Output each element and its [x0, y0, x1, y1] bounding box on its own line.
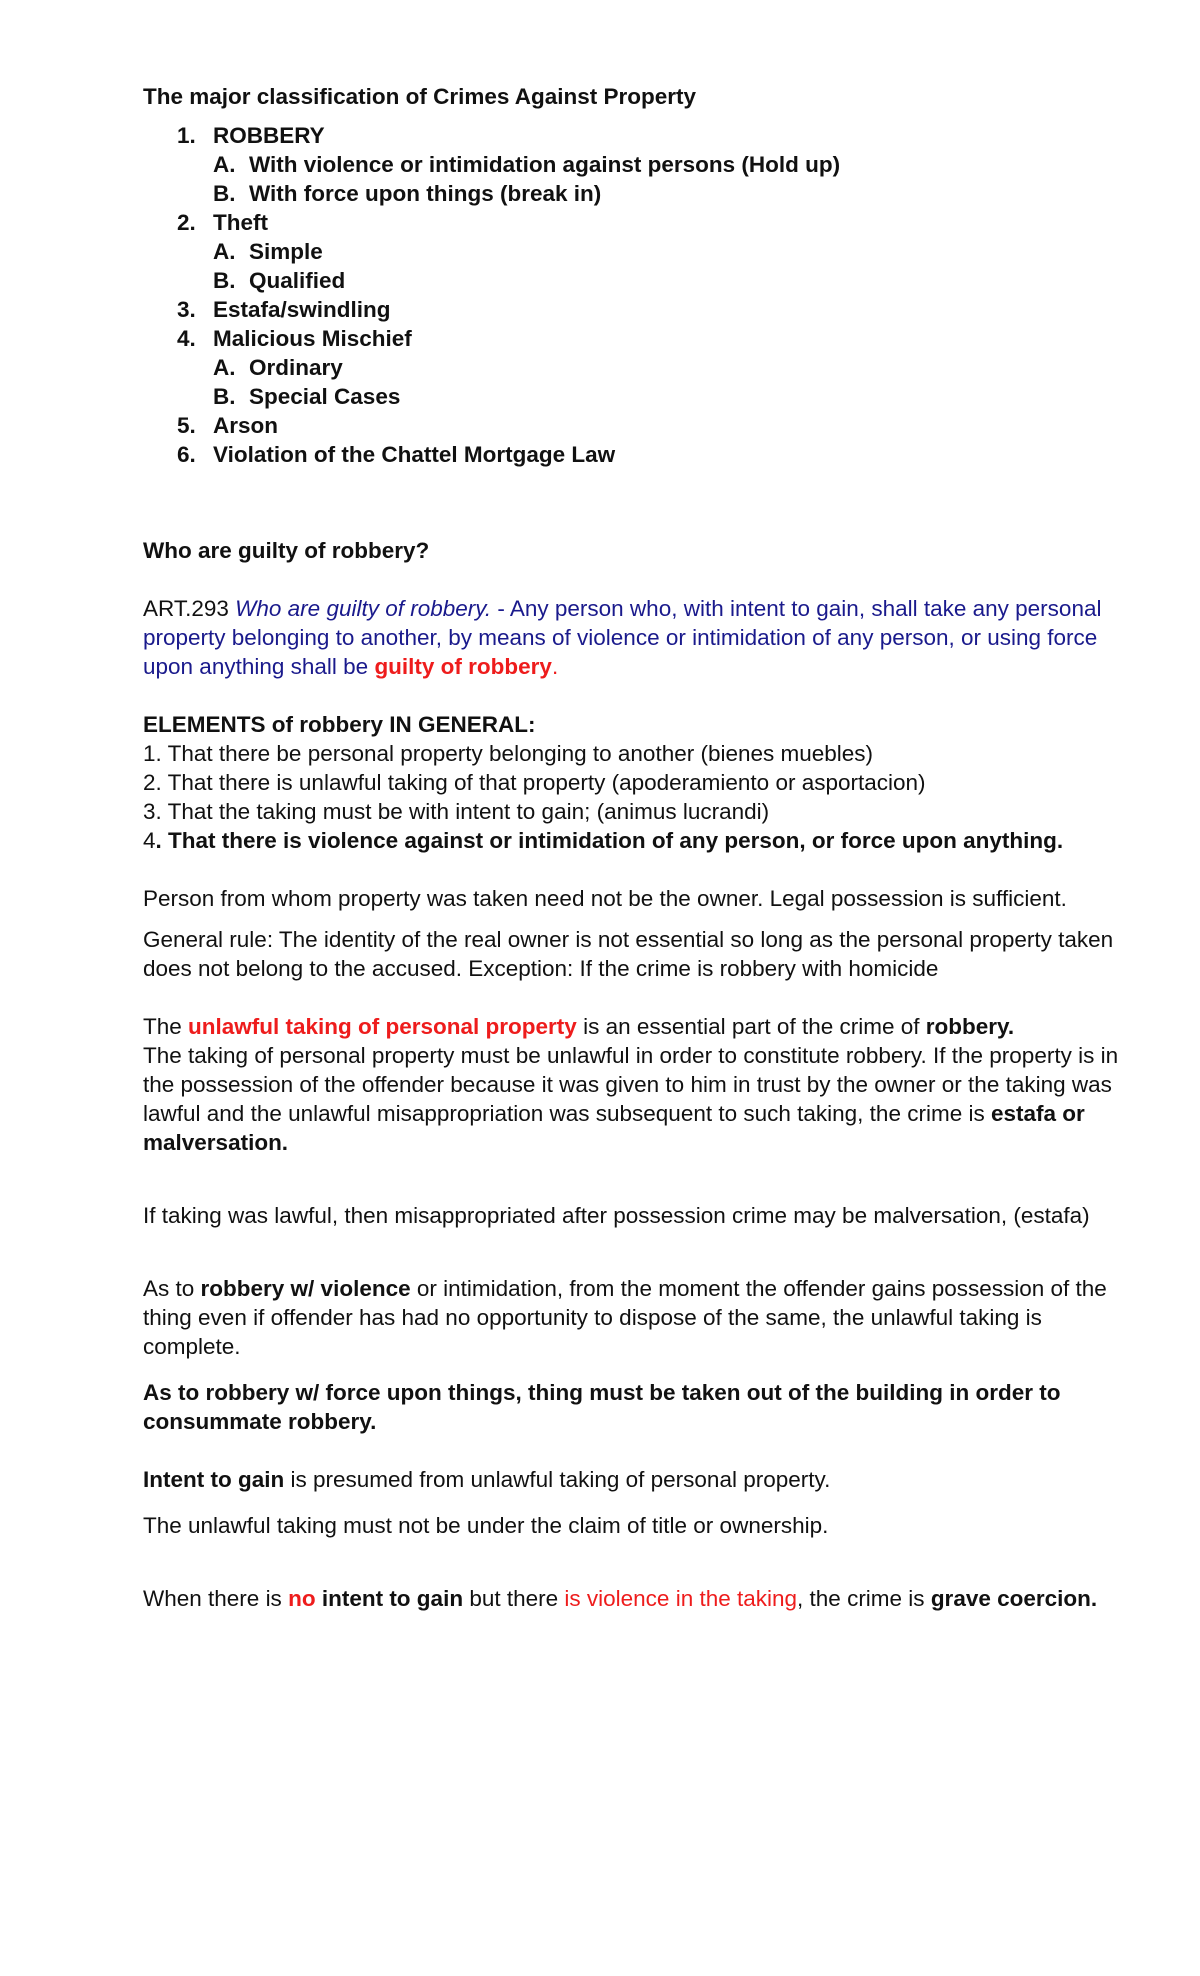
list-number: 6.	[177, 442, 196, 467]
element-item: 3. That the taking must be with intent to gain; (animus lucrandi)	[143, 799, 770, 824]
sub-list-item	[213, 266, 1133, 295]
sub-list-item	[213, 382, 1133, 411]
element-text: . That there is violence against or intimidation of any person, or force upon anything.	[155, 828, 1064, 853]
article-emphasis: guilty of robbery	[374, 654, 552, 679]
classification-list	[143, 121, 1133, 469]
section-heading-who: Who are guilty of robbery?	[143, 538, 430, 563]
text-run: The taking of personal property must be unlawful in order to constitute robbery. If the property is in the possession of the offender because it was given to him in trust by the owner or the taking was lawful and the unlawful misappropriation was subsequent to such taking, the crime is	[143, 1043, 1119, 1126]
text-highlight: is violence in the taking	[564, 1586, 798, 1611]
text-run: is presumed from unlawful taking of personal property.	[284, 1467, 831, 1492]
article-paragraph	[143, 594, 1133, 681]
text-run: The	[143, 1014, 189, 1039]
sub-label: With violence or intimidation against persons (Hold up)	[249, 152, 841, 177]
text-highlight: unlawful taking of personal property	[188, 1014, 577, 1039]
text-bold: robbery w/ violence	[200, 1276, 411, 1301]
list-number: 1.	[177, 123, 196, 148]
sub-letter: B.	[213, 384, 236, 409]
sub-list-item	[213, 150, 1133, 179]
sub-letter: A.	[213, 152, 236, 177]
article-body: - Any person who, with intent to gain, shall take any personal property belonging to another, by means of violence or intimidation of any person, or using force upon anything shall be	[143, 596, 1102, 679]
sub-list-item	[213, 179, 1133, 208]
list-number: 3.	[177, 297, 196, 322]
text-bold: intent to gain	[315, 1586, 464, 1611]
coercion-paragraph	[143, 1584, 1133, 1613]
sub-label: Special Cases	[249, 384, 401, 409]
sub-letter: A.	[213, 355, 236, 380]
article-code: ART.293	[143, 596, 236, 621]
list-label: Theft	[213, 210, 268, 235]
text-bold: Intent to gain	[143, 1467, 285, 1492]
list-item	[143, 208, 1133, 295]
text-run: but there	[463, 1586, 565, 1611]
sub-list-item	[213, 237, 1133, 266]
sub-list	[213, 237, 1133, 295]
list-number: 4.	[177, 326, 196, 351]
text-bold: estafa or malversation.	[143, 1101, 1085, 1155]
text-highlight: no	[288, 1586, 316, 1611]
general-rule: General rule: The identity of the real owner is not essential so long as the personal property taken does not belong to the accused. Exception: If the crime is robbery with homicide	[143, 927, 1114, 981]
owner-note: Person from whom property was taken need not be the owner. Legal possession is sufficient.	[143, 886, 1067, 911]
list-item	[143, 295, 1133, 324]
text-bold: grave coercion.	[930, 1586, 1098, 1611]
text-run: As to	[143, 1276, 201, 1301]
sub-label: Qualified	[249, 268, 346, 293]
sub-list-item	[213, 353, 1133, 382]
element-item	[143, 826, 1133, 855]
list-number: 2.	[177, 210, 196, 235]
claim-paragraph: The unlawful taking must not be under the claim of title or ownership.	[143, 1513, 829, 1538]
element-item: 1. That there be personal property belonging to another (bienes muebles)	[143, 741, 874, 766]
list-item	[143, 411, 1133, 440]
elements-heading: ELEMENTS of robbery IN GENERAL:	[143, 712, 536, 737]
text-run: When there is	[143, 1586, 289, 1611]
text-bold: robbery.	[925, 1014, 1015, 1039]
sub-label: Ordinary	[249, 355, 343, 380]
sub-letter: B.	[213, 268, 236, 293]
text-run: is an essential part of the crime of	[576, 1014, 926, 1039]
list-label: Arson	[213, 413, 279, 438]
document-heading: The major classification of Crimes Against Property	[143, 84, 697, 109]
list-label: Malicious Mischief	[213, 326, 412, 351]
lawful-taking-note: If taking was lawful, then misappropriated after possession crime may be malversation, (estafa)	[143, 1203, 1090, 1228]
sub-label: Simple	[249, 239, 323, 264]
sub-letter: A.	[213, 239, 236, 264]
text-run: , the crime is	[797, 1586, 931, 1611]
list-item	[143, 121, 1133, 208]
list-number: 5.	[177, 413, 196, 438]
sub-list	[213, 353, 1133, 411]
element-number: 4	[143, 828, 156, 853]
list-label: Estafa/swindling	[213, 297, 391, 322]
force-things-paragraph: As to robbery w/ force upon things, thing must be taken out of the building in order to consummate robbery.	[143, 1380, 1061, 1434]
sub-label: With force upon things (break in)	[249, 181, 602, 206]
text-run: or intimidation, from the moment the offender gains possession of the thing even if offender has had no opportunity to dispose of the same, the unlawful taking is complete.	[143, 1276, 1107, 1359]
article-end: .	[551, 654, 559, 679]
list-label: ROBBERY	[213, 123, 325, 148]
list-item	[143, 324, 1133, 411]
sub-letter: B.	[213, 181, 236, 206]
list-item	[143, 440, 1133, 469]
list-label: Violation of the Chattel Mortgage Law	[213, 442, 616, 467]
element-item: 2. That there is unlawful taking of that property (apoderamiento or asportacion)	[143, 770, 926, 795]
unlawful-taking-paragraph	[143, 1012, 1133, 1157]
article-title: Who are guilty of robbery.	[235, 596, 492, 621]
violence-paragraph	[143, 1274, 1133, 1361]
intent-paragraph	[143, 1465, 1133, 1494]
sub-list	[213, 150, 1133, 208]
document-page	[143, 82, 1133, 1613]
